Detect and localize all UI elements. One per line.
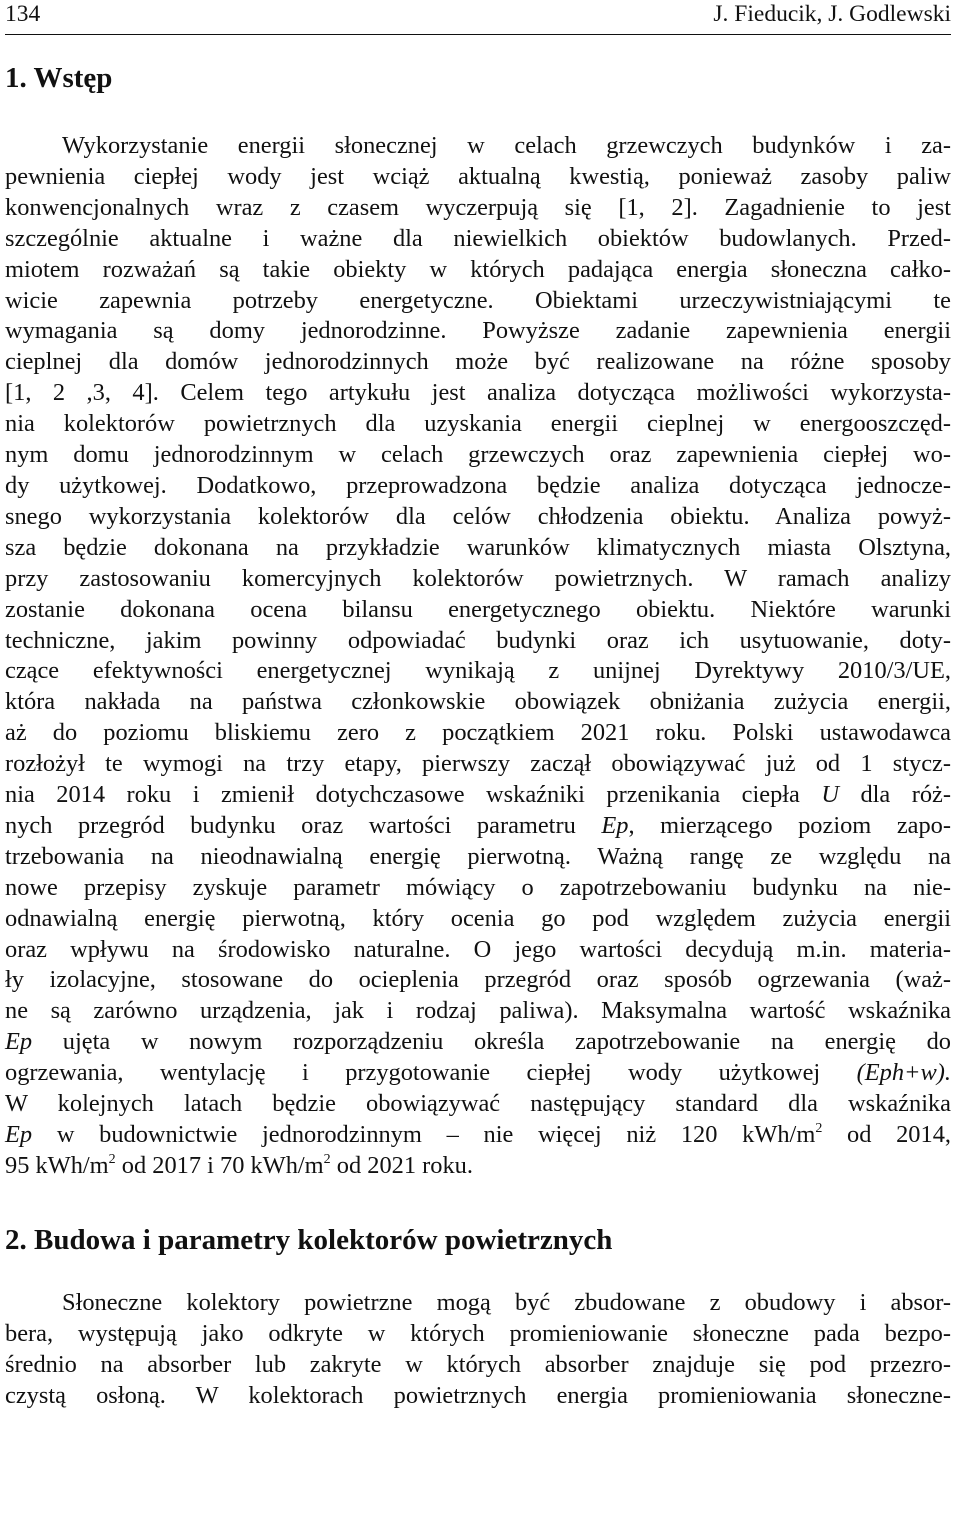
text-run: nych przegród budynku oraz wartości parametru (5, 811, 602, 839)
text-run: od 2014, (822, 1121, 951, 1148)
text-line (5, 1058, 951, 1089)
text-line: miotem rozważań są takie obiekty w których padająca energia słoneczna całko- (5, 255, 951, 283)
text-line: W kolejnych latach będzie obowiązywać następujący standard dla wskaźnika (5, 1090, 951, 1118)
superscript: 2 (108, 1151, 116, 1167)
text-line: aż do poziomu bliskiemu zero z początkiem 2021 roku. Polski ustawodawca (5, 719, 951, 747)
superscript: 2 (323, 1151, 331, 1167)
text-line: szczególnie aktualne i ważne dla niewielkich obiektów budowlanych. Przed- (5, 224, 951, 252)
text-line (5, 1120, 951, 1151)
text-line: przy zastosowaniu komercyjnych kolektorów powietrznych. W ramach analizy (5, 564, 951, 592)
text-line: Słoneczne kolektory powietrzne mogą być zbudowane z obudowy i absor- (62, 1288, 951, 1316)
text-line: konwencjonalnych wraz z czasem wyczerpują się [1, 2]. Zagadnienie to jest (5, 193, 951, 221)
running-header-authors: J. Fieducik, J. Godlewski (713, 1, 951, 27)
text-line (5, 780, 951, 811)
text-run: , mierzącego poziom zapo- (628, 811, 952, 839)
text-line: cieplnej dla domów jednorodzinnych może być realizowane na różne sposoby (5, 348, 951, 376)
page (5, 0, 951, 1411)
section-collectors-paragraph (5, 1288, 951, 1412)
text-line: średnio na absorber lub zakryte w których absorber znajduje się pod przezro- (5, 1350, 951, 1378)
text-line: Wykorzystanie energii słonecznej w celach grzewczych budynków i za- (62, 132, 951, 159)
text-line: trzebowania na nieodnawialną energię pierwotną. Ważną rangę ze względu na (5, 842, 951, 870)
section-intro-paragraph (5, 131, 951, 1182)
text-line: czące efektywności energetycznej wynikają z unijnej Dyrektywy 2010/3/UE, (5, 657, 951, 685)
section-heading-intro: 1. Wstęp (5, 62, 113, 94)
section-heading-collectors: 2. Budowa i parametry kolektorów powietrznych (5, 1223, 613, 1256)
text-run: ujęta w nowym rozporządzeniu określa zapotrzebowanie na energię do (32, 1028, 951, 1056)
text-line: snego wykorzystania kolektorów dla celów chłodzenia obiektu. Analiza powyż- (5, 502, 951, 530)
text-line: nowe przepisy zyskuje parametr mówiący o zapotrzebowaniu budynku na nie- (5, 873, 951, 901)
text-line: [1, 2 ,3, 4]. Celem tego artykułu jest analiza dotycząca możliwości wykorzysta- (5, 379, 951, 407)
text-line: ne są zarówno urządzenia, jak i rodzaj paliwa). Maksymalna wartość wskaźnika (5, 997, 951, 1025)
text-line: bera, występują jako odkryte w których promieniowanie słoneczne pada bezpo- (5, 1319, 951, 1347)
text-run: w budownictwie jednorodzinnym – nie więcej niż 120 kWh/m (32, 1121, 816, 1148)
symbol-ep: Ep (5, 1028, 33, 1056)
text-line: ły izolacyjne, stosowane do ocieplenia przegród oraz sposób ogrzewania (waż- (5, 966, 951, 994)
text-line: nia kolektorów powietrznych dla uzyskania energii cieplnej w energooszczęd- (5, 410, 951, 438)
symbol-ep: Ep (601, 811, 629, 839)
text-line: odnawialną energię pierwotną, który ocenia go pod względem zużycia energii (5, 904, 951, 932)
page-number: 134 (5, 1, 41, 27)
text-line: pewnienia ciepłej wody jest wciąż aktualną kwestią, ponieważ zasoby paliw (5, 162, 951, 190)
text-line: wymagania są domy jednorodzinne. Powyższe zadanie zapewnienia energii (5, 317, 951, 345)
text-line: techniczne, jakim powinny odpowiadać budynki oraz ich usytuowanie, doty- (5, 626, 951, 654)
text-line: rozłożył te wymogi na trzy etapy, pierwszy zaczął obowiązywać już od 1 stycz- (5, 750, 951, 778)
text-run: od 2017 i 70 kWh/m (115, 1151, 324, 1179)
text-run: nia 2014 roku i zmienił dotychczasowe wskaźniki przenikania ciepła (5, 781, 822, 809)
text-run: od 2021 roku. (330, 1151, 473, 1179)
text-line: która nakłada na państwa członkowskie obowiązek obniżania zużycia energii, (5, 688, 951, 716)
text-line (5, 1151, 951, 1182)
text-run: ogrzewania, wentylację i przygotowanie ciepłej wody użytkowej (5, 1059, 857, 1087)
text-run: 95 kWh/m (5, 1151, 109, 1179)
header-rule (5, 34, 951, 35)
text-line: zostanie dokonana ocena bilansu energetycznego obiektu. Niektóre warunki (5, 595, 951, 623)
text-line (5, 811, 951, 842)
text-line: wicie zapewnia potrzeby energetyczne. Obiektami urzeczywistniającymi te (5, 286, 951, 314)
superscript: 2 (815, 1121, 823, 1136)
running-header (5, 0, 951, 40)
text-line: nym domu jednorodzinnym w celach grzewczych oraz zapewnienia ciepłej wo- (5, 441, 951, 469)
symbol-eph-w: (Eph+w). (856, 1059, 951, 1087)
text-line: oraz wpływu na środowisko naturalne. O jego wartości decydują m.in. materia- (5, 935, 951, 963)
text-run: dla róż- (838, 781, 951, 809)
symbol-ep: Ep (5, 1121, 33, 1148)
text-line (5, 1027, 951, 1058)
text-line: dy użytkowej. Dodatkowo, przeprowadzona będzie analiza dotycząca jednocze- (5, 471, 951, 499)
text-line: czystą osłoną. W kolektorach powietrznych energia promieniowania słoneczne- (5, 1381, 951, 1409)
symbol-u: U (821, 781, 839, 809)
text-line: sza będzie dokonana na przykładzie warunków klimatycznych miasta Olsztyna, (5, 533, 951, 561)
